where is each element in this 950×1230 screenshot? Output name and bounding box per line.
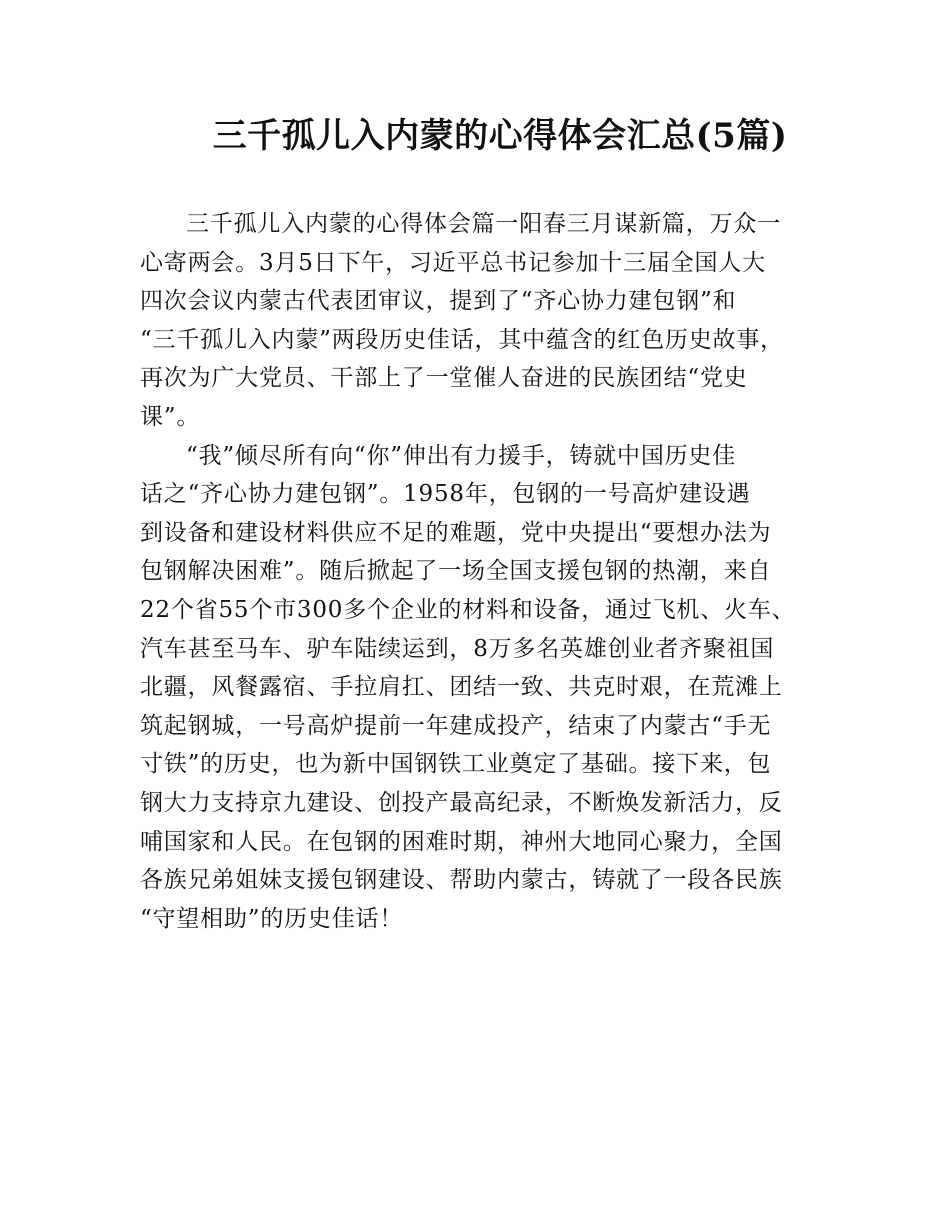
- paragraph-line: “三千孤儿入内蒙”两段历史佳话，其中蕴含的红色历史故事，: [140, 326, 784, 353]
- paragraph-line: 三千孤儿入内蒙的心得体会篇一阳春三月谋新篇，万众一: [186, 211, 781, 237]
- paragraph-line: 再次为广大党员、干部上了一堂催人奋进的民族团结“党史: [140, 365, 748, 392]
- paragraph-line: “守望相助”的历史佳话！: [140, 905, 404, 932]
- paragraph-line: 寸铁”的历史，也为新中国钢铁工业奠定了基础。接下来，包: [140, 751, 772, 778]
- paragraph-line: 北疆，风餐露宿、手拉肩扛、团结一致、共克时艰，在荒滩上: [140, 674, 783, 701]
- paragraph-line: 各族兄弟姐妹支援包钢建设、帮助内蒙古，铸就了一段各民族: [140, 867, 783, 894]
- paragraph-line: 22个省55个市300多个企业的材料和设备，通过飞机、火车、: [140, 596, 796, 623]
- paragraph-line: 到设备和建设材料供应不足的难题，党中央提出“要想办法为: [140, 519, 772, 546]
- paragraph-line: 哺国家和人民。在包钢的困难时期，神州大地同心聚力，全国: [140, 828, 783, 855]
- page-title: 三千孤儿入内蒙的心得体会汇总(5篇): [212, 116, 788, 156]
- paragraph-line: 筑起钢城，一号高炉提前一年建成投产，结束了内蒙古“手无: [140, 712, 772, 739]
- paragraph-line: 四次会议内蒙古代表团审议，提到了“齐心协力建包钢”和: [140, 288, 737, 315]
- paragraph-line: 包钢解决困难”。随后掀起了一场全国支援包钢的热潮，来自: [140, 558, 772, 585]
- paragraph-line: 话之“齐心协力建包钢”。1958年，包钢的一号高炉建设遇: [140, 481, 751, 508]
- paragraph-line: 汽车甚至马车、驴车陆续运到，8万多名英雄创业者齐聚祖国: [140, 635, 775, 662]
- paragraph-line: 课”。: [140, 403, 201, 430]
- document-body: [140, 205, 830, 938]
- paragraph-line: 钢大力支持京九建设、创投产最高纪录，不断焕发新活力，反: [140, 789, 783, 816]
- paragraph-line: 心寄两会。3月5日下午，习近平总书记参加十三届全国人大: [140, 249, 766, 276]
- paragraph-line: “我”倾尽所有向“你”伸出有力援手，铸就中国历史佳: [186, 442, 737, 469]
